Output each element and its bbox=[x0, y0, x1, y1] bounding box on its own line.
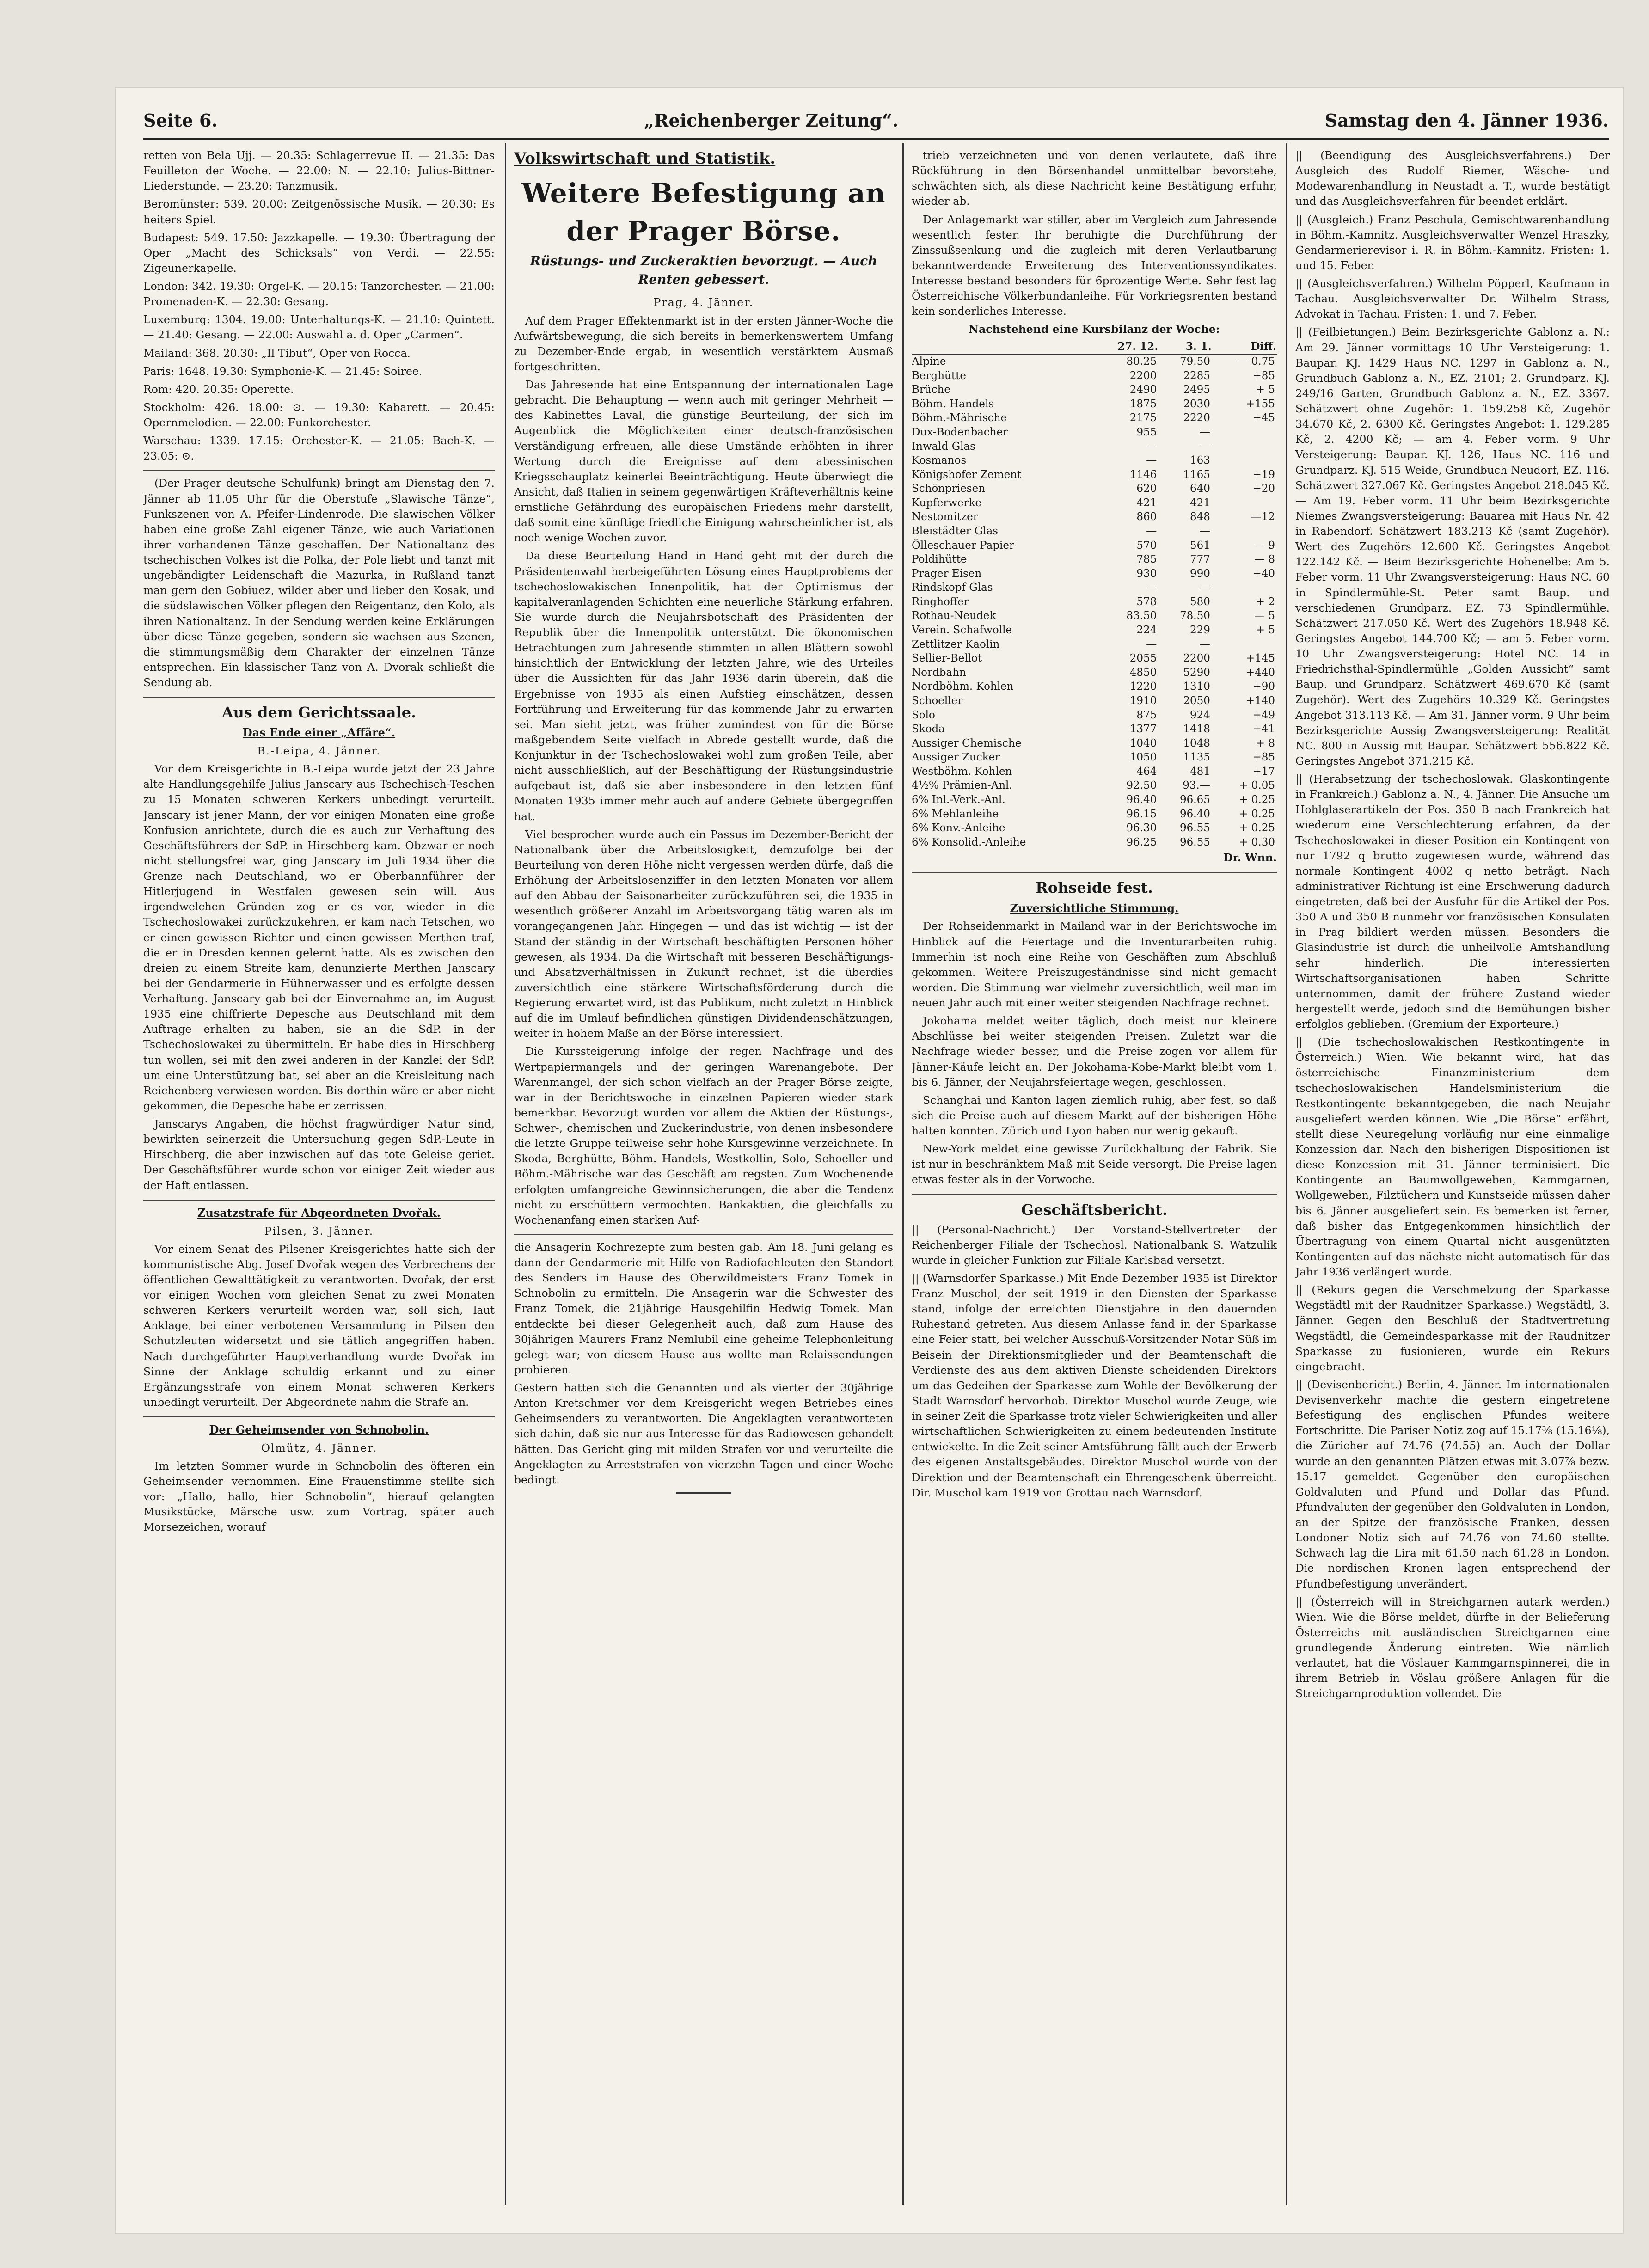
paragraph: Die Kurssteigerung infolge der regen Nachfrage und des Wertpapiermangels und der geringen Warenangebote. Der Warenmangel, der sich schon vielfach an der Prager Börse zeigte, war in der Berichtswoche in einzelnen Papieren wieder stark bemerkbar. Bevorzugt wurden vor allem die Aktien der Rüstungs-, Schwer-, chemischen und Zuckerindustrie, von denen insbesondere die letzte Gruppe teilweise sehr hohe Kursgewinne verzeichnete. In Skoda, Berghütte, Böhm. Handels, Westkollin, Solo, Schoeller und Böhm.-Mährische war das Geschäft am regsten. Zum Wochenende erfolgten umfangreiche Gewinnsicherungen, die aber die Tendenz nicht zu erschüttern vermochten. Bankaktien, die gleichfalls zu Wochenanfang einen starken Auf- bbox=[514, 1045, 893, 1226]
paragraph: Warschau: 1339. 17.15: Orchester-K. — 21.05: Bach-K. — 23.05: ⊙. bbox=[143, 434, 495, 463]
paragraph: Das Jahresende hat eine Entspannung der internationalen Lage gebracht. Die Behauptung — wenn auch mit geringer Mehrheit — des Kabinettes Laval, die günstige Beurteilung, der sich im Augenblick die Möglichkeiten einer deutsch-französischen Verständigung erfreuen, alle diese Umstände erhöhten in ihrer Wertung durch die Ereignisse auf dem abessinischen Kriegsschauplatz keinerlei Beeinträchtigung. Heute überwiegt die Ansicht, daß Italien in seinem gegenwärtigen Kräfteverhältnis keine ernstliche Gefährdung des europäischen Friedens mehr darstellt, daß somit eine künftige friedliche Einigung wahrscheinlicher ist, als noch wenige Wochen zuvor. bbox=[514, 378, 893, 545]
paragraph: Luxemburg: 1304. 19.00: Unterhaltungs-K. — 21.10: Quintett. — 21.40: Gesang. — 22.00: Auswahl a. d. Oper „Carmen“. bbox=[143, 313, 495, 342]
section-title: Volkswirtschaft und Statistik. bbox=[514, 149, 776, 168]
table-cell: 2055 bbox=[1129, 652, 1157, 665]
table-row bbox=[912, 454, 1277, 468]
table-cell: 96.25 bbox=[1126, 836, 1157, 848]
table-row bbox=[912, 524, 1277, 539]
table-cell: +155 bbox=[1245, 398, 1275, 410]
price-table-header-cell: Diff. bbox=[1212, 339, 1277, 355]
article-dateline: Prag, 4. Jänner. bbox=[653, 296, 754, 309]
table-cell: 1050 bbox=[1129, 751, 1157, 764]
paragraph: || (Österreich will in Streichgarnen autark werden.) Wien. Wie die Börse meldet, dürfte in der Belieferung Österreichs mit ausländischen Streichgarnen eine grundlegende Änderung eintreten. Wie nämlich verlautet, hat die Vöslauer Kammgarnspinnerei, die in ihrem Betrieb in Vöslau größere Anlagen für die Streichgarnproduktion vollendet. Die bbox=[1295, 1595, 1610, 1700]
table-cell: — bbox=[1199, 525, 1210, 538]
paragraph: Budapest: 549. 17.50: Jazzkapelle. — 19.30: Übertragung der Oper „Macht des Schicksals“ von Verdi. — 22.55: Zigeunerkapelle. bbox=[143, 231, 495, 275]
column-rule bbox=[1286, 143, 1287, 2205]
paragraph: Paris: 1648. 19.30: Symphonie-K. — 21.45: Soiree. bbox=[143, 364, 423, 378]
paragraph: New-York meldet eine gewisse Zurückhaltung der Fabrik. Sie ist nur in beschränktem Maß mit Seide versorgt. Die Preise lagen etwas fester als in der Vorwoche. bbox=[912, 1142, 1277, 1186]
table-cell: — bbox=[1146, 638, 1157, 650]
paragraph: || (Beendigung des Ausgleichsverfahrens.) Der Ausgleich des Rudolf Riemer, Wäsche- und Modewarenhandlung in Neustadt a. T., wurde bestätigt und das Ausgleichsverfahren für beendet erklärt. bbox=[1295, 149, 1610, 208]
table-cell bbox=[1212, 637, 1277, 652]
table-cell: — 5 bbox=[1254, 610, 1275, 622]
table-cell: 96.15 bbox=[1126, 808, 1157, 820]
table-cell bbox=[1212, 524, 1277, 539]
table-cell: Nestomitzer bbox=[912, 511, 978, 523]
price-table-header-cell: 3. 1. bbox=[1159, 339, 1212, 355]
table-row bbox=[912, 722, 1277, 736]
table-cell: 1910 bbox=[1129, 694, 1157, 707]
table-cell bbox=[1212, 581, 1277, 595]
table-cell: 1040 bbox=[1129, 737, 1157, 749]
paragraph: London: 342. 19.30: Orgel-K. — 20.15: Tanzorchester. — 21.00: Promenaden-K. — 22.30: Gesang. bbox=[143, 280, 495, 308]
paragraph: || (Die tschechoslowakischen Restkontingente in Österreich.) Wien. Wie bekannt wird, hat das österreichische Finanzministerium dem tschechoslowakischen Handelsministerium die Restkontingente bekanntgegeben, die nach Neujahr ausgeliefert werden können. Wie „Die Börse“ erfährt, stellt diese Neuregelung vorläufig nur eine einmalige Konzession dar. Nach den bisherigen Dispositionen ist diese Konzession mit 31. Jänner terminisiert. Die Kontingente an Baumwollgeweben, Kammgarnen, Wollgeweben, Filztüchern und Kunstseide müssen daher bis 6. Jänner ausgeliefert sein. Es bemerken ist ferner, daß bisher das Entgegenkommen hinsichtlich der Übertragung von einem Quartal nicht ausgenützten Kontingenten auf das nächste nicht automatisch für das Jahr 1936 verlängert wurde. bbox=[1295, 1036, 1610, 1278]
table-row bbox=[912, 694, 1277, 708]
table-cell: 5290 bbox=[1183, 666, 1210, 679]
table-cell: 2200 bbox=[1183, 652, 1210, 665]
article-subtitle-seide: Zuversichtliche Stimmung. bbox=[1010, 901, 1179, 915]
table-row bbox=[912, 793, 1277, 807]
column-1 bbox=[143, 148, 495, 2210]
table-cell: Ringhoffer bbox=[912, 595, 969, 608]
table-cell: +20 bbox=[1252, 483, 1275, 495]
table-cell: Aussiger Zucker bbox=[912, 751, 1000, 764]
table-cell: Rindskopf Glas bbox=[912, 582, 993, 594]
paragraph: Da diese Beurteilung Hand in Hand geht mit der durch die Präsidentenwahl herbeigeführten Lösung eines Hauptproblems der tschechoslowakischen Innenpolitik, hat der Optimismus der kapitalveranlagenden Schichten eine neuerliche Stärkung erfahren. Sie wurde durch die Neujahrsbotschaft des Präsidenten der Republik über die Innenpolitik unterstützt. Die ökonomischen Betrachtungen zum Jahresende stimmten in allen Blättern sowohl hinsichtlich der Entwicklung der letzten Jahre, wie des Urteiles über die Aussichten für das Jahr 1936 darin überein, daß die Ergebnisse von 1935 als einen Aufstieg einschätzen, dessen Fortführung und Erweiterung für das kommende Jahr zu erwarten sei. Man sieht jetzt, was früher zumindest von für die Börse maßgebendem Seite vielfach in Abrede gestellt wurde, daß die Konjunktur in der Tschechoslowakei wohl zum großen Teile, aber nicht ausschließlich, auf der Beschäftigung der Rüstungsindustrie aufgebaut ist, daß sie aber insbesondere in den letzten fünf Monaten 1935 immer mehr auch auf andere Gebiete übergegriffen hat. bbox=[514, 549, 893, 823]
table-cell: Sellier-Bellot bbox=[912, 652, 982, 665]
column-4 bbox=[1295, 148, 1610, 2210]
table-row bbox=[912, 708, 1277, 723]
table-cell: 96.40 bbox=[1180, 808, 1210, 820]
table-cell: 96.30 bbox=[1126, 822, 1157, 834]
column-rule bbox=[505, 143, 506, 2205]
table-cell bbox=[1212, 440, 1277, 454]
table-row bbox=[912, 482, 1277, 496]
table-cell: +85 bbox=[1252, 751, 1275, 764]
table-cell: Nordböhm. Kohlen bbox=[912, 680, 1014, 693]
table-cell: 2220 bbox=[1183, 412, 1210, 424]
paragraph: Jokohama meldet weiter täglich, doch meist nur kleinere Abschlüsse bei weiter steigenden Preisen. Zuletzt war die Nachfrage wieder besser, und die Preise zogen vor allem für Jänner-Käufe leicht an. Der Jokohama-Kobe-Markt bleibt vom 1. bis 6. Jänner, der Neujahrsfeiertage wegen, geschlossen. bbox=[912, 1014, 1277, 1089]
table-cell: +45 bbox=[1252, 412, 1275, 424]
paragraph: || (Personal-Nachricht.) Der Vorstand-Stellvertreter der Reichenberger Filiale der Tschechosl. Nationalbank S. Watzulik wurde in gleicher Funktion zur Filiale Karlsbad versetzt. bbox=[912, 1223, 1277, 1267]
table-cell: Solo bbox=[912, 709, 935, 721]
table-cell: 96.40 bbox=[1126, 794, 1157, 806]
table-cell: 224 bbox=[1136, 624, 1157, 637]
table-cell: Nordbahn bbox=[912, 666, 966, 679]
table-row bbox=[912, 750, 1277, 765]
table-cell: 860 bbox=[1136, 511, 1157, 523]
table-cell: Prager Eisen bbox=[912, 567, 982, 580]
table-cell: + 0.05 bbox=[1239, 779, 1275, 792]
table-cell: 1135 bbox=[1183, 751, 1210, 764]
table-cell: — bbox=[1146, 454, 1157, 467]
price-table-header-cell: 27. 12. bbox=[1093, 339, 1159, 355]
table-cell: 578 bbox=[1136, 595, 1157, 608]
table-cell: 955 bbox=[1136, 426, 1157, 438]
table-row bbox=[912, 807, 1277, 821]
table-row bbox=[912, 736, 1277, 751]
table-cell: — bbox=[1146, 440, 1157, 453]
table-cell bbox=[1212, 425, 1277, 440]
article-body-boerse-continued bbox=[912, 148, 1277, 319]
table-cell: +90 bbox=[1252, 680, 1275, 693]
table-cell: 924 bbox=[1189, 709, 1210, 721]
table-cell: 580 bbox=[1189, 595, 1210, 608]
table-row bbox=[912, 595, 1277, 609]
article-title-affaere: Das Ende einer „Affäre“. bbox=[242, 726, 396, 740]
table-cell: Rothau-Neudek bbox=[912, 610, 996, 622]
table-row bbox=[912, 539, 1277, 553]
paragraph: || (Feilbietungen.) Beim Bezirksgerichte Gablonz a. N.: Am 29. Jänner vormittags 10 Uhr Versteigerung: 1. Baupar. KJ. 1429 Haus NC. 1297 in Gablonz a. N., Grundbuch Gablonz a. N., EZ. 2101; 2. Grundparz. KJ. 249/16 Garten, Grundbuch Gablonz a. N., EZ. 3367. Schätzwert ohne Zugehör: 1. 159.258 Kč, Zugehör 34.670 Kč, 2. 6300 Kč. Geringstes Angebot: 1. 129.285 Kč, 2. 4200 Kč; — am 4. Feber vorm. 9 Uhr Versteigerung: Baupar. KJ. 126, Haus NC. 116 und Grundparz. KJ. 515 Weide, Grundbuch Neudorf, EZ. 116. Schätzwert 327.067 Kč. Geringstes Angebot 218.045 Kč. — Am 19. Feber vorm. 11 Uhr beim Bezirksgerichte Niemes Zwangsversteigerung: Bauarea mit Haus Nr. 42 in Rabendorf. Schätzwert 183.213 Kč (samt Zugehör). Wert des Zugehörs 12.600 Kč. Geringstes Angebot 122.142 Kč. — Beim Bezirksgerichte Hohenelbe: Am 5. Feber vorm. 11 Uhr Zwangsversteigerung: Haus NC. 60 in Spindlermühle-St. Peter samt Baup. und verschiedenen Grundparz. EZ. 73 Spindlermühle. Schätzwert 217.050 Kč. Wert des Zugehörs 18.948 Kč. Geringstes Angebot 144.700 Kč; — am 5. Feber vorm. 10 Uhr Zwangsversteigerung: Hotel NC. 14 in Friedrichsthal-Spindlermühle „Golden Aussicht“ samt Baup. und Grundparz. Schätzwert 469.670 Kč (samt Zugehör). Wert des Zugehörs 10.329 Kč. Geringstes Angebot 313.113 Kč. — Am 31. Jänner vorm. 9 Uhr beim Bezirksgerichte Aussig Zwangsversteigerung: Realität NC. 800 in Aussig mit Baupar. Schätzwert 556.822 Kč. Geringstes Angebot 371.215 Kč. bbox=[1295, 325, 1610, 767]
table-cell: 2495 bbox=[1183, 384, 1210, 396]
table-cell: Kupferwerke bbox=[912, 497, 982, 509]
table-row bbox=[912, 821, 1277, 835]
table-cell: + 2 bbox=[1256, 595, 1275, 608]
paragraph: Viel besprochen wurde auch ein Passus im Dezember-Bericht der Nationalbank über die Arbeitslosigkeit, demzufolge bei der Beurteilung von deren Höhe nicht vergessen werden dürfe, daß die Erhöhung der Arbeitslosenziffer in den letzten Monaten vor allem auf den Abbau der Saisonarbeiter zurückzuführen sei, die 1935 in wesentlich größerer Anzahl im Arbeitsvorgang tätig waren als im vorangegangenen Jahr. Hingegen — und das ist wichtig — ist der Stand der ständig in der Wirtschaft beschäftigten Personen höher gewesen, als 1934. Da die Wirtschaft mit besseren Beschäftigungs- und Absatzverhältnissen in Zukunft rechnet, ist die überdies zuversichtlich eine stärkere Wirtschaftsförderung durch die Regierung erwartet wird, ist das Publikum, nicht zuletzt in Hinblick auf die im Umlauf befindlichen günstigen Dividendenschätzungen, weiter in hohem Maße an der Börse interessiert. bbox=[514, 828, 893, 1040]
table-cell: — bbox=[1199, 638, 1210, 650]
divider bbox=[143, 470, 495, 471]
table-row bbox=[912, 765, 1277, 779]
table-cell: 96.65 bbox=[1180, 794, 1210, 806]
table-row bbox=[912, 623, 1277, 637]
table-cell: Zettlitzer Kaolin bbox=[912, 638, 1000, 650]
article-body-affaere bbox=[143, 761, 495, 1193]
table-cell: 1310 bbox=[1183, 680, 1210, 693]
table-row bbox=[912, 411, 1277, 425]
table-cell: 96.55 bbox=[1180, 836, 1210, 848]
business-report-title: Geschäftsbericht. bbox=[1021, 1201, 1168, 1219]
headline: Weitere Befestigung an der Prager Börse. bbox=[521, 177, 886, 247]
table-cell: 421 bbox=[1136, 497, 1157, 509]
table-cell: +41 bbox=[1252, 723, 1275, 736]
table-row bbox=[912, 425, 1277, 440]
article-dateline: Pilsen, 3. Jänner. bbox=[264, 1224, 374, 1238]
column-3 bbox=[912, 148, 1277, 2210]
table-row bbox=[912, 440, 1277, 454]
table-cell: Dux-Bodenbacher bbox=[912, 426, 1008, 438]
paragraph: Schanghai und Kanton lagen ziemlich ruhig, aber fest, so daß sich die Preise auch auf diesem Markt auf der bisherigen Höhe halten konnten. Zürich und Lyon haben nur wenig gekauft. bbox=[912, 1093, 1277, 1137]
table-cell: Brüche bbox=[912, 384, 951, 396]
table-cell: +17 bbox=[1252, 765, 1275, 778]
end-rule bbox=[676, 1492, 731, 1494]
article-title-seide: Rohseide fest. bbox=[1036, 879, 1153, 897]
paragraph: Im letzten Sommer wurde in Schnobolin des öfteren ein Geheimsender vernommen. Eine Frauenstimme stellte sich vor: „Hallo, hallo, hier Schnobolin“, hierauf gelangten Musikstücke, Märsche usw. zum Vortrag, später auch Morsezeichen, worauf bbox=[143, 1459, 495, 1534]
table-cell: Alpine bbox=[912, 356, 946, 368]
table-cell: 6% Konv.-Anleihe bbox=[912, 822, 1005, 834]
table-cell: Aussiger Chemische bbox=[912, 737, 1022, 749]
table-row bbox=[912, 609, 1277, 623]
table-cell: + 8 bbox=[1256, 737, 1275, 749]
table-cell bbox=[1212, 454, 1277, 468]
table-row bbox=[912, 355, 1277, 369]
table-cell: 6% Inl.-Verk.-Anl. bbox=[912, 794, 1005, 806]
business-notices bbox=[1295, 148, 1610, 1702]
table-cell: + 0.25 bbox=[1239, 822, 1275, 834]
table-cell: — 0.75 bbox=[1237, 356, 1275, 368]
article-body-seide bbox=[912, 919, 1277, 1187]
paragraph: Stockholm: 426. 18.00: ⊙. — 19.30: Kabarett. — 20.45: Opernmelodien. — 22.00: Funkorchester. bbox=[143, 400, 495, 429]
table-cell: 1418 bbox=[1183, 723, 1210, 736]
table-cell: — bbox=[1199, 426, 1210, 438]
paragraph: || (Rekurs gegen die Verschmelzung der Sparkasse Wegstädtl mit der Raudnitzer Sparkasse.) Wegstädtl, 3. Jänner. Gegen den Beschluß der Stadtvertretung Wegstädtl, die Gemeindesparkasse mit der Raudnitzer Sparkasse zu fusionieren, wurde ein Rekurs eingebracht. bbox=[1295, 1283, 1610, 1373]
table-row bbox=[912, 383, 1277, 397]
table-cell: — 9 bbox=[1254, 539, 1275, 552]
table-cell: Böhm. Handels bbox=[912, 398, 994, 410]
table-cell: 2200 bbox=[1129, 369, 1157, 382]
paragraph: (Der Prager deutsche Schulfunk) bringt am Dienstag den 7. Jänner ab 11.05 Uhr für die Oberstufe „Slawische Tänze“, Funkszenen von A. Pfeifer-Lindenrode. Die slawischen Völker haben eine große Zahl eigener Tänze, wie auch Variationen ihrer vorhandenen Tänze geschaffen. Der Nationaltanz des tschechischen Volkes ist die Polka, der Pole liebt und tanzt mit ungebändigter Leidenschaft die Mazurka, in Rußland tanzt man gern den Gobiuez, wilder aber und lieber den Kosak, und die südslawischen Völker pflegen den Reigentanz, den Kolo, als ihren Nationaltanz. In der Sendung werden keine Erklärungen über diese Tänze gegeben, sondern sie wachsen aus Szenen, die stimmungsmäßig dem Charakter der einzelnen Tänze entsprechen. Ein klassischer Tanz von A. Dvorak schließt die Sendung ab. bbox=[143, 477, 495, 689]
table-cell: 6% Konsolid.-Anleihe bbox=[912, 836, 1026, 848]
table-cell: — bbox=[1199, 440, 1210, 453]
table-cell: 990 bbox=[1189, 567, 1210, 580]
radio-program bbox=[143, 148, 495, 464]
table-cell: 2030 bbox=[1183, 398, 1210, 410]
table-row bbox=[912, 369, 1277, 383]
table-cell: 4850 bbox=[1129, 666, 1157, 679]
article-body-boerse bbox=[514, 313, 893, 1228]
paragraph: Rom: 420. 20.35: Operette. bbox=[143, 382, 294, 396]
table-cell: 2050 bbox=[1183, 694, 1210, 707]
paragraph: die Ansagerin Kochrezepte zum besten gab. Am 18. Juni gelang es dann der Gendarmerie mit Hilfe von Radiofachleuten den Standort des Senders im Hause des Oberwildmeisters Franz Tomek in Schnobolin zu ermitteln. Die Ansagerin war die Schwester des Franz Tomek, die 21jährige Hausgehilfin Hedwig Tomek. Man entdeckte bei dieser Gelegenheit auch, daß zum Hause des 30jährigen Maurers Franz Nemlubil eine geheime Telephonleitung gelegt war; von diesem Hause aus wollte man Relaissendungen probieren. bbox=[514, 1240, 893, 1376]
table-cell: 640 bbox=[1189, 483, 1210, 495]
table-cell: 848 bbox=[1189, 511, 1210, 523]
price-table-body bbox=[912, 355, 1277, 850]
paragraph: Der Rohseidenmarkt in Mailand war in der Berichtswoche im Hinblick auf die Feiertage und die Inventurarbeiten ruhig. Immerhin ist noch eine Reihe von Geschäften zum Abschluß gekommen. Weitere Preiszugeständnisse sind nicht gemacht worden. Die Stimmung war vielmehr zuversichtlich, weil man im neuen Jahr auch mit einer weiter steigenden Nachfrage rechnet. bbox=[912, 919, 1277, 1009]
table-cell: Königshofer Zement bbox=[912, 468, 1022, 481]
table-cell: +440 bbox=[1245, 666, 1275, 679]
table-cell: — 8 bbox=[1254, 553, 1275, 566]
table-cell: +145 bbox=[1245, 652, 1275, 665]
table-cell: Kosmanos bbox=[912, 454, 967, 467]
table-cell: 464 bbox=[1136, 765, 1157, 778]
table-row bbox=[912, 581, 1277, 595]
table-cell: + 5 bbox=[1256, 624, 1275, 637]
table-cell: 2285 bbox=[1183, 369, 1210, 382]
table-cell: Ölleschauer Papier bbox=[912, 539, 1014, 552]
newspaper-page bbox=[116, 88, 1623, 2233]
paragraph: || (Ausgleichsverfahren.) Wilhelm Pöpperl, Kaufmann in Tachau. Ausgleichsverwalter Dr. Wilhelm Strass, Advokat in Tachau. Fristen: 1. und 7. Feber. bbox=[1295, 277, 1610, 321]
paragraph: || (Warnsdorfer Sparkasse.) Mit Ende Dezember 1935 ist Direktor Franz Muschol, der seit 1919 in den Diensten der Sparkasse stand, infolge der erreichten Dienstjahre in den dauernden Ruhestand getreten. Aus diesem Anlasse fand in der Sparkasse eine Feier statt, bei welcher Ausschuß-Vorsitzender Notar Süß im Beisein der Direktionsmitglieder und der Beamtenschaft die Verdienste des aus dem aktiven Dienste scheidenden Direktors um das Gedeihen der Sparkasse zum Wohle der Bevölkerung der Stadt Warnsdorf hervorhob. Direktor Muschol wurde Zeuge, wie in seiner Zeit die Sparkasse trotz vieler Schwierigkeiten und aller wirtschaftlichen Schwierigkeiten zu einem bedeutenden Institute entwickelte. In die Zeit seiner Amtsführung fällt auch der Erwerb des eigenen Anstaltsgebäudes. Direktor Muschol wurde von der Direktion und der Beamtenschaft ein Ehrengeschenk überreicht. Dir. Muschol kam 1919 von Grottau nach Warnsdorf. bbox=[912, 1271, 1277, 1499]
table-cell: 2490 bbox=[1129, 384, 1157, 396]
table-cell: 421 bbox=[1189, 497, 1210, 509]
divider bbox=[143, 697, 495, 698]
paragraph: Beromünster: 539. 20.00: Zeitgenössische Musik. — 20.30: Es heiters Spiel. bbox=[143, 197, 495, 226]
price-table bbox=[912, 339, 1277, 850]
price-table-header-cell bbox=[912, 339, 1093, 355]
table-cell: 1377 bbox=[1129, 723, 1157, 736]
table-cell: Westböhm. Kohlen bbox=[912, 765, 1012, 778]
paragraph: Vor dem Kreisgerichte in B.-Leipa wurde jetzt der 23 Jahre alte Handlungsgehilfe Julius Janscary aus Tschechisch-Teschen zu 15 Monaten schweren Kerkers unbedingt verurteilt. Janscary ist jener Mann, der vor einigen Monaten eine große Konfusion anrichtete, durch die es auch zur Verhaftung des Geschäftsführers der SdP. in Hirschberg kam. Obzwar er noch nicht stellungsfrei war, ging Janscary im Juli 1934 über die Grenze nach Deutschland, wo er Oberbannführer der Hitlerjugend in Westfalen gewesen sein will. Aus irgendwelchen Gründen zog er es vor, wieder in die Tschechoslowakei zurückzukehren, er kam nach Tetschen, wo er einen gewissen Richter und einen gewissen Merthen traf, die er in Dresden kennen gelernt hatte. Als es zwischen den dreien zu einem Streite kam, denunzierte Merthen Janscary bei der Gendarmerie in Hühnerwasser und es erfolgte dessen Verhaftung. Janscary gab bei der Einvernahme an, im August 1935 eine chiffrierte Depesche aus Deutschland mit dem Auftrage erhalten zu haben, sie an die SdP. in der Tschechoslowakei zu übermitteln. Er habe dies in Hirschberg tun wollen, sei mit den zwei anderen in der Kanzlei der SdP. um eine Unterstützung bat, sei aber an die Kreisleitung nach Reichenberg verwiesen worden. Bis dorthin wäre er aber nicht gekommen, die Depesche habe er zerrissen. bbox=[143, 762, 495, 1112]
article-dateline: Olmütz, 4. Jänner. bbox=[261, 1441, 377, 1454]
table-cell: +49 bbox=[1252, 709, 1275, 721]
table-cell: + 0.30 bbox=[1239, 836, 1275, 848]
divider bbox=[514, 1234, 893, 1235]
article-body-dvorak bbox=[143, 1242, 495, 1410]
table-cell: 83.50 bbox=[1126, 610, 1157, 622]
table-cell: 777 bbox=[1189, 553, 1210, 566]
price-table-header bbox=[912, 339, 1277, 355]
table-cell: Schönpriesen bbox=[912, 483, 986, 495]
newspaper-name: „Reichenberger Zeitung“. bbox=[644, 110, 899, 131]
table-cell: +85 bbox=[1252, 369, 1275, 382]
table-cell: 6% Mehlanleihe bbox=[912, 808, 999, 820]
table-cell: 481 bbox=[1189, 765, 1210, 778]
divider bbox=[143, 1416, 495, 1417]
table-cell: + 0.25 bbox=[1239, 794, 1275, 806]
table-row bbox=[912, 778, 1277, 793]
table-cell: + 0.25 bbox=[1239, 808, 1275, 820]
table-cell: 78.50 bbox=[1180, 610, 1210, 622]
table-cell: Verein. Schafwolle bbox=[912, 624, 1012, 637]
table-cell: +140 bbox=[1245, 694, 1275, 707]
table-row bbox=[912, 835, 1277, 850]
schulfunk-notice bbox=[143, 476, 495, 690]
column-rule bbox=[902, 143, 904, 2205]
subheadline: Rüstungs- und Zuckeraktien bevorzugt. — Auch Renten gebessert. bbox=[530, 253, 877, 287]
table-cell: 2175 bbox=[1129, 412, 1157, 424]
price-table-title: Nachstehend eine Kursbilanz der Woche: bbox=[969, 323, 1220, 336]
table-cell: 1875 bbox=[1129, 398, 1157, 410]
table-cell: 875 bbox=[1136, 709, 1157, 721]
paragraph: || (Herabsetzung der tschechoslowak. Glaskontingente in Frankreich.) Gablonz a. N., 4. Jänner. Die Ansuche um Hohlglaserartikeln der Pos. 350 B nach Frankreich hat wiederum eine Verschlechterung erfahren, da der Tschechoslowakei in dieser Position ein Kontingent von nur 1792 q brutto zugewiesen wurde, während das normale Kontingent 4002 q netto beträgt. Nach administrativer Richtung ist eine Erschwerung dadurch eingetreten, daß bei der Ausfuhr für die Artikel der Pos. 350 A und 350 B nunmehr vor französischen Konsulaten in Prag bildiert werden müssen. Besonders die Glasindustrie ist durch die unheilvolle Amtshandlung sehr hinderlich. Die interessierten Wirtschaftsorganisationen haben Schritte unternommen, damit der frühere Zustand wieder hergestellt werde, jedoch sind die Bemühungen bisher erfolglos geblieben. (Gremium der Exporteure.) bbox=[1295, 772, 1610, 1030]
paragraph: || (Devisenbericht.) Berlin, 4. Jänner. Im internationalen Devisenverkehr machte die gestern eingetretene Befestigung des englischen Pfundes weitere Fortschritte. Die Pariser Notiz zog auf 15.17⅜ (15.16⅛), die Züricher auf 74.76 (74.55) an. Auch der Dollar wurde an den genannten Plätzen etwas mit 3.07⅞ bezw. 15.17 gemeldet. Gegenüber den europäischen Goldvaluten und Pfund und Dollar das Pfund. Pfundvaluten der gegenüber den Goldvaluten in London, an der Spitze der französische Franken, dessen Londoner Notiz sich auf 74.76 von 74.60 stellte. Schwach lag die Lira mit 61.50 nach 61.28 in London. Die nordischen Kronen lagen entsprechend der Pfundbefestigung unverändert. bbox=[1295, 1378, 1610, 1590]
table-row bbox=[912, 510, 1277, 524]
table-row bbox=[912, 567, 1277, 581]
table-cell: 229 bbox=[1189, 624, 1210, 637]
table-row bbox=[912, 468, 1277, 482]
column-2 bbox=[514, 148, 893, 2210]
table-cell: 96.55 bbox=[1180, 822, 1210, 834]
table-cell: —12 bbox=[1251, 511, 1275, 523]
table-cell: — bbox=[1146, 582, 1157, 594]
divider bbox=[143, 1200, 495, 1201]
table-cell: 1165 bbox=[1183, 468, 1210, 481]
article-dateline: B.-Leipa, 4. Jänner. bbox=[257, 744, 381, 758]
paragraph: Gestern hatten sich die Genannten und als vierter der 30jährige Anton Kretschmer vor dem Kreisgericht wegen Betriebes eines Geheimsenders zu verantworten. Die Angeklagten verantworteten sich dahin, daß sie nur aus Interesse für das Radiowesen gehandelt hätten. Das Gericht ging mit milden Strafen vor und verurteilte die Angeklagten zu Arreststrafen von vierzehn Tagen und einer Woche bedingt. bbox=[514, 1381, 893, 1486]
table-row bbox=[912, 651, 1277, 666]
paragraph: Janscarys Angaben, die höchst fragwürdiger Natur sind, bewirkten seinerzeit die Untersuchung gegen SdP.-Leute in Hirschberg, die aber inzwischen auf das tote Geleise geriet. Der Geschäftsführer wurde schon vor einiger Zeit wieder aus der Haft entlassen. bbox=[143, 1117, 495, 1192]
business-report-body bbox=[912, 1222, 1277, 1501]
court-section-title: Aus dem Gerichtssaale. bbox=[221, 704, 417, 722]
table-cell: 1048 bbox=[1183, 737, 1210, 749]
table-cell bbox=[1212, 496, 1277, 510]
divider bbox=[912, 872, 1277, 873]
table-cell: 570 bbox=[1136, 539, 1157, 552]
paragraph: Vor einem Senat des Pilsener Kreisgerichtes hatte sich der kommunistische Abg. Josef Dvořak wegen des Verbrechens der öffentlichen Gewalttätigkeit zu verantworten. Dvořak, der erst vor einigen Wochen vom gleichen Senat zu zwei Monaten schweren Kerkers verurteilt worden war, soll sich, laut Anklage, bei einer verbotenen Versammlung in Pilsen den Schutzleuten widersetzt und sie tätlich angegriffen haben. Nach durchgeführter Hauptverhandlung wurde Dvořak im Sinne der Anklage schuldig erkannt und zu einer Ergänzungsstrafe von einem Monat schweren Kerkers unbedingt verurteilt. Der Abgeordnete nahm die Strafe an. bbox=[143, 1242, 495, 1409]
table-cell: — bbox=[1199, 582, 1210, 594]
article-body-sender-continued bbox=[514, 1240, 893, 1488]
table-cell: 1146 bbox=[1129, 468, 1157, 481]
table-row bbox=[912, 552, 1277, 567]
paragraph: trieb verzeichneten und von denen verlautete, daß ihre Rückführung in den Börsenhandel unmittelbar bevorstehe, schwächten sich, als diese Nachricht keine Bestätigung erfuhr, wieder ab. bbox=[912, 149, 1277, 208]
table-row bbox=[912, 666, 1277, 680]
page-number: Seite 6. bbox=[143, 110, 218, 131]
table-cell: + 5 bbox=[1256, 384, 1275, 396]
table-cell: +19 bbox=[1252, 468, 1275, 481]
table-cell: 92.50 bbox=[1126, 779, 1157, 792]
paragraph: retten von Bela Ujj. — 20.35: Schlagerrevue II. — 21.35: Das Feuilleton der Woche. — 22.00: N. — 22.10: Julius-Bittner-Liederstunde. — 23.20: Tanzmusik. bbox=[143, 149, 495, 193]
table-row bbox=[912, 397, 1277, 411]
table-cell: Berghütte bbox=[912, 369, 966, 382]
paragraph: || (Ausgleich.) Franz Peschula, Gemischtwarenhandlung in Böhm.-Kamnitz. Ausgleichsverwalter Wenzel Hraszky, Gendarmerierevisor i. R. in Böhm.-Kamnitz. Fristen: 1. und 15. Feber. bbox=[1295, 213, 1610, 272]
table-cell: 785 bbox=[1136, 553, 1157, 566]
paragraph: Mailand: 368. 20.30: „Il Tibut“, Oper von Rocca. bbox=[143, 346, 411, 360]
issue-date: Samstag den 4. Jänner 1936. bbox=[1324, 110, 1609, 131]
table-cell: Inwald Glas bbox=[912, 440, 975, 453]
table-cell: Poldihütte bbox=[912, 553, 967, 566]
table-row bbox=[912, 496, 1277, 510]
table-cell: 930 bbox=[1136, 567, 1157, 580]
table-cell: +40 bbox=[1252, 567, 1275, 580]
page-header bbox=[143, 106, 1609, 134]
table-cell: 80.25 bbox=[1126, 356, 1157, 368]
paragraph: Der Anlagemarkt war stiller, aber im Vergleich zum Jahresende wesentlich fester. Ihr beruhigte die Durchführung der Zinssußsenkung und die zugleich mit deren Verlautbarung bekanntwerdende Erweiterung des Interventionssyndikates. Interesse bestand besonders für 6prozentige Werte. Sehr fest lag Österreichische Völkerbundanleihe. Für Vorkriegsrenten bestand kein sonderliches Interesse. bbox=[912, 213, 1277, 318]
table-cell: 620 bbox=[1136, 483, 1157, 495]
table-cell: Bleistädter Glas bbox=[912, 525, 999, 538]
author-signature: Dr. Wnn. bbox=[1223, 851, 1277, 864]
table-row bbox=[912, 637, 1277, 652]
table-cell: 1220 bbox=[1129, 680, 1157, 693]
divider bbox=[912, 1194, 1277, 1195]
table-cell: Schoeller bbox=[912, 694, 963, 707]
paragraph: Auf dem Prager Effektenmarkt ist in der ersten Jänner-Woche die Aufwärtsbewegung, die sich bereits in bemerkenswertem Umfang zu Dezember-Ende ergab, in wesentlich verstärktem Ausmaß fortgeschritten. bbox=[514, 314, 893, 373]
table-cell: Böhm.-Mährische bbox=[912, 412, 1007, 424]
table-cell: — bbox=[1146, 525, 1157, 538]
article-title-sender: Der Geheimsender von Schnobolin. bbox=[209, 1423, 429, 1437]
article-title-dvorak: Zusatzstrafe für Abgeordneten Dvořak. bbox=[197, 1206, 441, 1220]
table-cell: 4½% Prämien-Anl. bbox=[912, 779, 1012, 792]
table-row bbox=[912, 680, 1277, 694]
table-cell: 561 bbox=[1189, 539, 1210, 552]
header-rule bbox=[143, 138, 1609, 140]
table-cell: Skoda bbox=[912, 723, 945, 736]
table-cell: 93.— bbox=[1183, 779, 1210, 792]
table-cell: 79.50 bbox=[1180, 356, 1210, 368]
article-body-sender bbox=[143, 1459, 495, 1535]
table-cell: 163 bbox=[1189, 454, 1210, 467]
